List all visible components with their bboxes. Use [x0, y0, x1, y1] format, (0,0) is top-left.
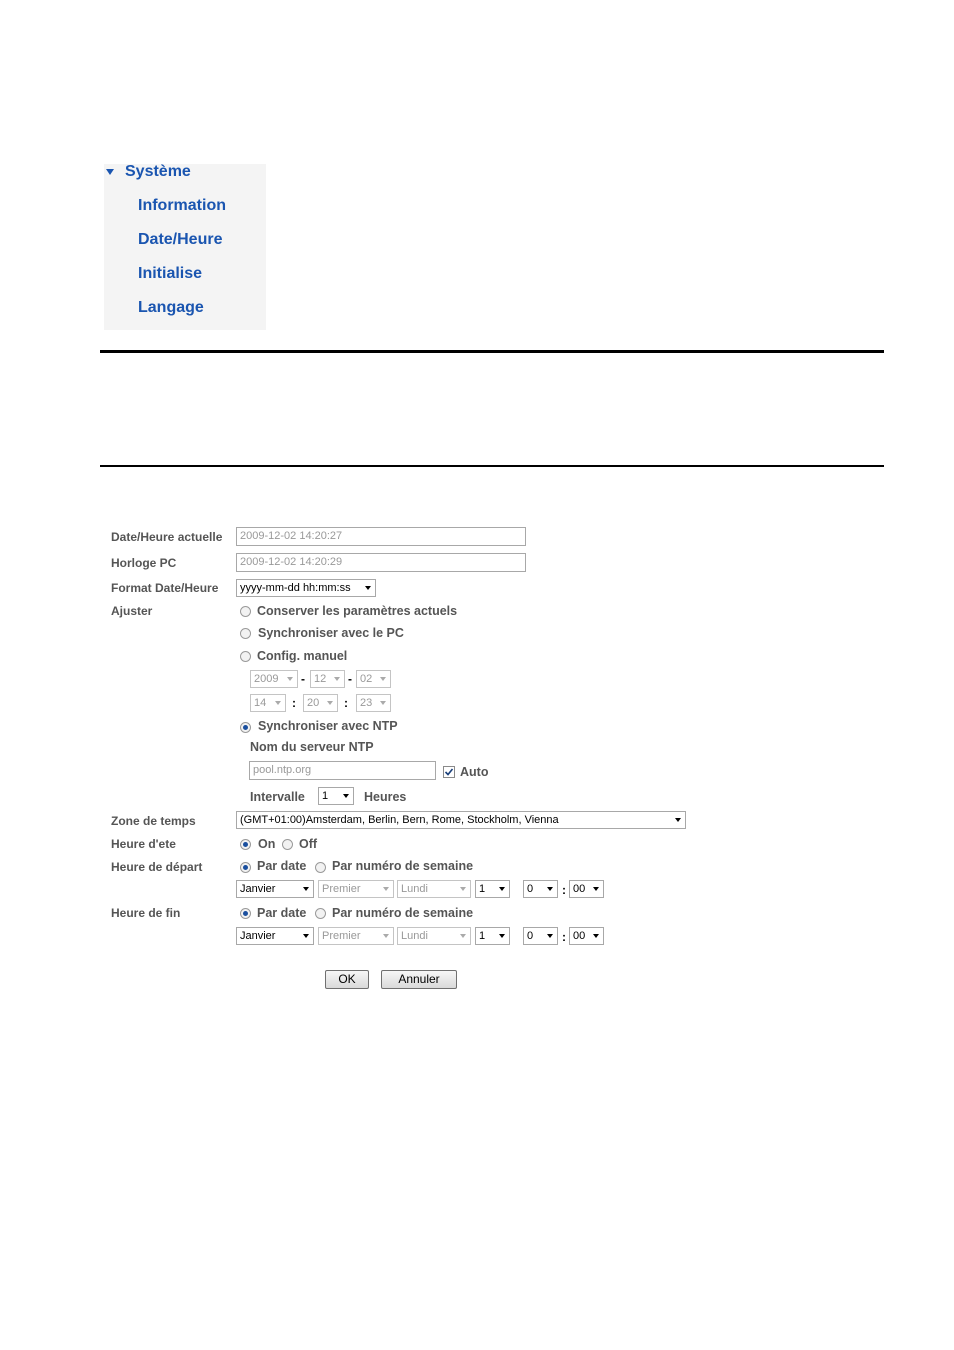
- end-by-week-label: Par numéro de semaine: [332, 906, 474, 920]
- end-minute-select[interactable]: 00: [569, 927, 604, 945]
- ntp-server-input[interactable]: pool.ntp.org: [249, 761, 436, 780]
- ok-button[interactable]: OK: [325, 970, 369, 989]
- auto-checkbox[interactable]: [443, 766, 455, 778]
- radio-dst-off[interactable]: [282, 839, 293, 850]
- radio-keep-settings[interactable]: [240, 606, 251, 617]
- sync-pc-label: Synchroniser avec le PC: [258, 626, 404, 640]
- chevron-down-icon: [275, 701, 281, 705]
- time-separator: :: [562, 883, 566, 897]
- date-separator: -: [301, 672, 305, 686]
- chevron-down-icon: [460, 934, 466, 938]
- date-separator: -: [348, 672, 352, 686]
- timezone-select[interactable]: (GMT+01:00)Amsterdam, Berlin, Bern, Rome, Stockholm, Vienna: [236, 811, 686, 829]
- pc-clock-field: 2009-12-02 14:20:29: [236, 553, 526, 572]
- chevron-down-icon: [593, 934, 599, 938]
- radio-start-by-week[interactable]: [315, 862, 326, 873]
- radio-end-by-date[interactable]: [240, 908, 251, 919]
- menu-item-initialise[interactable]: Initialise: [138, 265, 203, 282]
- keep-settings-label: Conserver les paramètres actuels: [257, 604, 458, 618]
- chevron-down-icon: [327, 701, 333, 705]
- start-minute-select[interactable]: 00: [569, 880, 604, 898]
- radio-sync-ntp[interactable]: [240, 722, 251, 733]
- manual-day-select[interactable]: 02: [356, 670, 391, 688]
- chevron-down-icon: [287, 677, 293, 681]
- time-separator: :: [344, 696, 348, 710]
- ntp-server-label: Nom du serveur NTP: [250, 740, 374, 754]
- chevron-down-icon: [383, 887, 389, 891]
- sync-ntp-label: Synchroniser avec NTP: [258, 719, 398, 733]
- radio-dst-on[interactable]: [240, 839, 251, 850]
- chevron-down-icon: [343, 794, 349, 798]
- start-hour-select[interactable]: 0: [523, 880, 558, 898]
- pc-clock-label: Horloge PC: [111, 556, 177, 570]
- radio-manual-config[interactable]: [240, 651, 251, 662]
- chevron-down-icon: [365, 586, 371, 590]
- menu-item-information[interactable]: Information: [138, 197, 226, 214]
- current-datetime-field: 2009-12-02 14:20:27: [236, 527, 526, 546]
- interval-label: Intervalle: [250, 790, 305, 804]
- radio-start-by-date[interactable]: [240, 862, 251, 873]
- auto-label: Auto: [460, 765, 489, 779]
- current-datetime-label: Date/Heure actuelle: [111, 530, 223, 544]
- interval-select[interactable]: 1: [318, 787, 354, 805]
- interval-unit: Heures: [364, 790, 407, 804]
- end-week-select[interactable]: Premier: [318, 927, 394, 945]
- manual-second-select[interactable]: 23: [356, 694, 391, 712]
- divider-bottom: [100, 465, 884, 467]
- radio-end-by-week[interactable]: [315, 908, 326, 919]
- start-month-select[interactable]: Janvier: [236, 880, 314, 898]
- chevron-down-icon: [383, 934, 389, 938]
- menu-item-date-heure[interactable]: Date/Heure: [138, 231, 223, 248]
- format-select[interactable]: yyyy-mm-dd hh:mm:ss: [236, 579, 376, 597]
- triangle-down-icon[interactable]: [106, 169, 114, 175]
- manual-month-select[interactable]: 12: [310, 670, 345, 688]
- manual-year-select[interactable]: 2009: [250, 670, 298, 688]
- chevron-down-icon: [593, 887, 599, 891]
- time-separator: :: [292, 696, 296, 710]
- chevron-down-icon: [675, 818, 681, 822]
- chevron-down-icon: [303, 887, 309, 891]
- format-label: Format Date/Heure: [111, 581, 219, 595]
- dst-label: Heure d'ete: [111, 837, 176, 851]
- chevron-down-icon: [499, 934, 505, 938]
- chevron-down-icon: [547, 934, 553, 938]
- dst-on-label: On: [258, 837, 276, 851]
- start-weekday-select[interactable]: Lundi: [397, 880, 471, 898]
- timezone-label: Zone de temps: [111, 814, 196, 828]
- start-by-date-label: Par date: [257, 859, 307, 873]
- chevron-down-icon: [303, 934, 309, 938]
- end-month-select[interactable]: Janvier: [236, 927, 314, 945]
- menu-heading-systeme[interactable]: Système: [125, 163, 191, 180]
- chevron-down-icon: [499, 887, 505, 891]
- chevron-down-icon: [460, 887, 466, 891]
- start-week-select[interactable]: Premier: [318, 880, 394, 898]
- menu-item-langage[interactable]: Langage: [138, 299, 204, 316]
- cancel-button[interactable]: Annuler: [381, 970, 457, 989]
- end-weekday-select[interactable]: Lundi: [397, 927, 471, 945]
- radio-sync-pc[interactable]: [240, 628, 251, 639]
- chevron-down-icon: [334, 677, 340, 681]
- start-time-label: Heure de départ: [111, 860, 203, 874]
- manual-hour-select[interactable]: 14: [250, 694, 286, 712]
- end-by-date-label: Par date: [257, 906, 307, 920]
- manual-minute-select[interactable]: 20: [303, 694, 338, 712]
- manual-config-label: Config. manuel: [257, 649, 348, 663]
- end-hour-select[interactable]: 0: [523, 927, 558, 945]
- chevron-down-icon: [547, 887, 553, 891]
- start-day-select[interactable]: 1: [475, 880, 510, 898]
- adjust-label: Ajuster: [111, 604, 153, 618]
- divider-top: [100, 350, 884, 353]
- time-separator: :: [562, 930, 566, 944]
- chevron-down-icon: [380, 677, 386, 681]
- end-time-label: Heure de fin: [111, 906, 181, 920]
- dst-off-label: Off: [299, 837, 318, 851]
- chevron-down-icon: [380, 701, 386, 705]
- start-by-week-label: Par numéro de semaine: [332, 859, 474, 873]
- end-day-select[interactable]: 1: [475, 927, 510, 945]
- checkmark-icon: [444, 767, 454, 777]
